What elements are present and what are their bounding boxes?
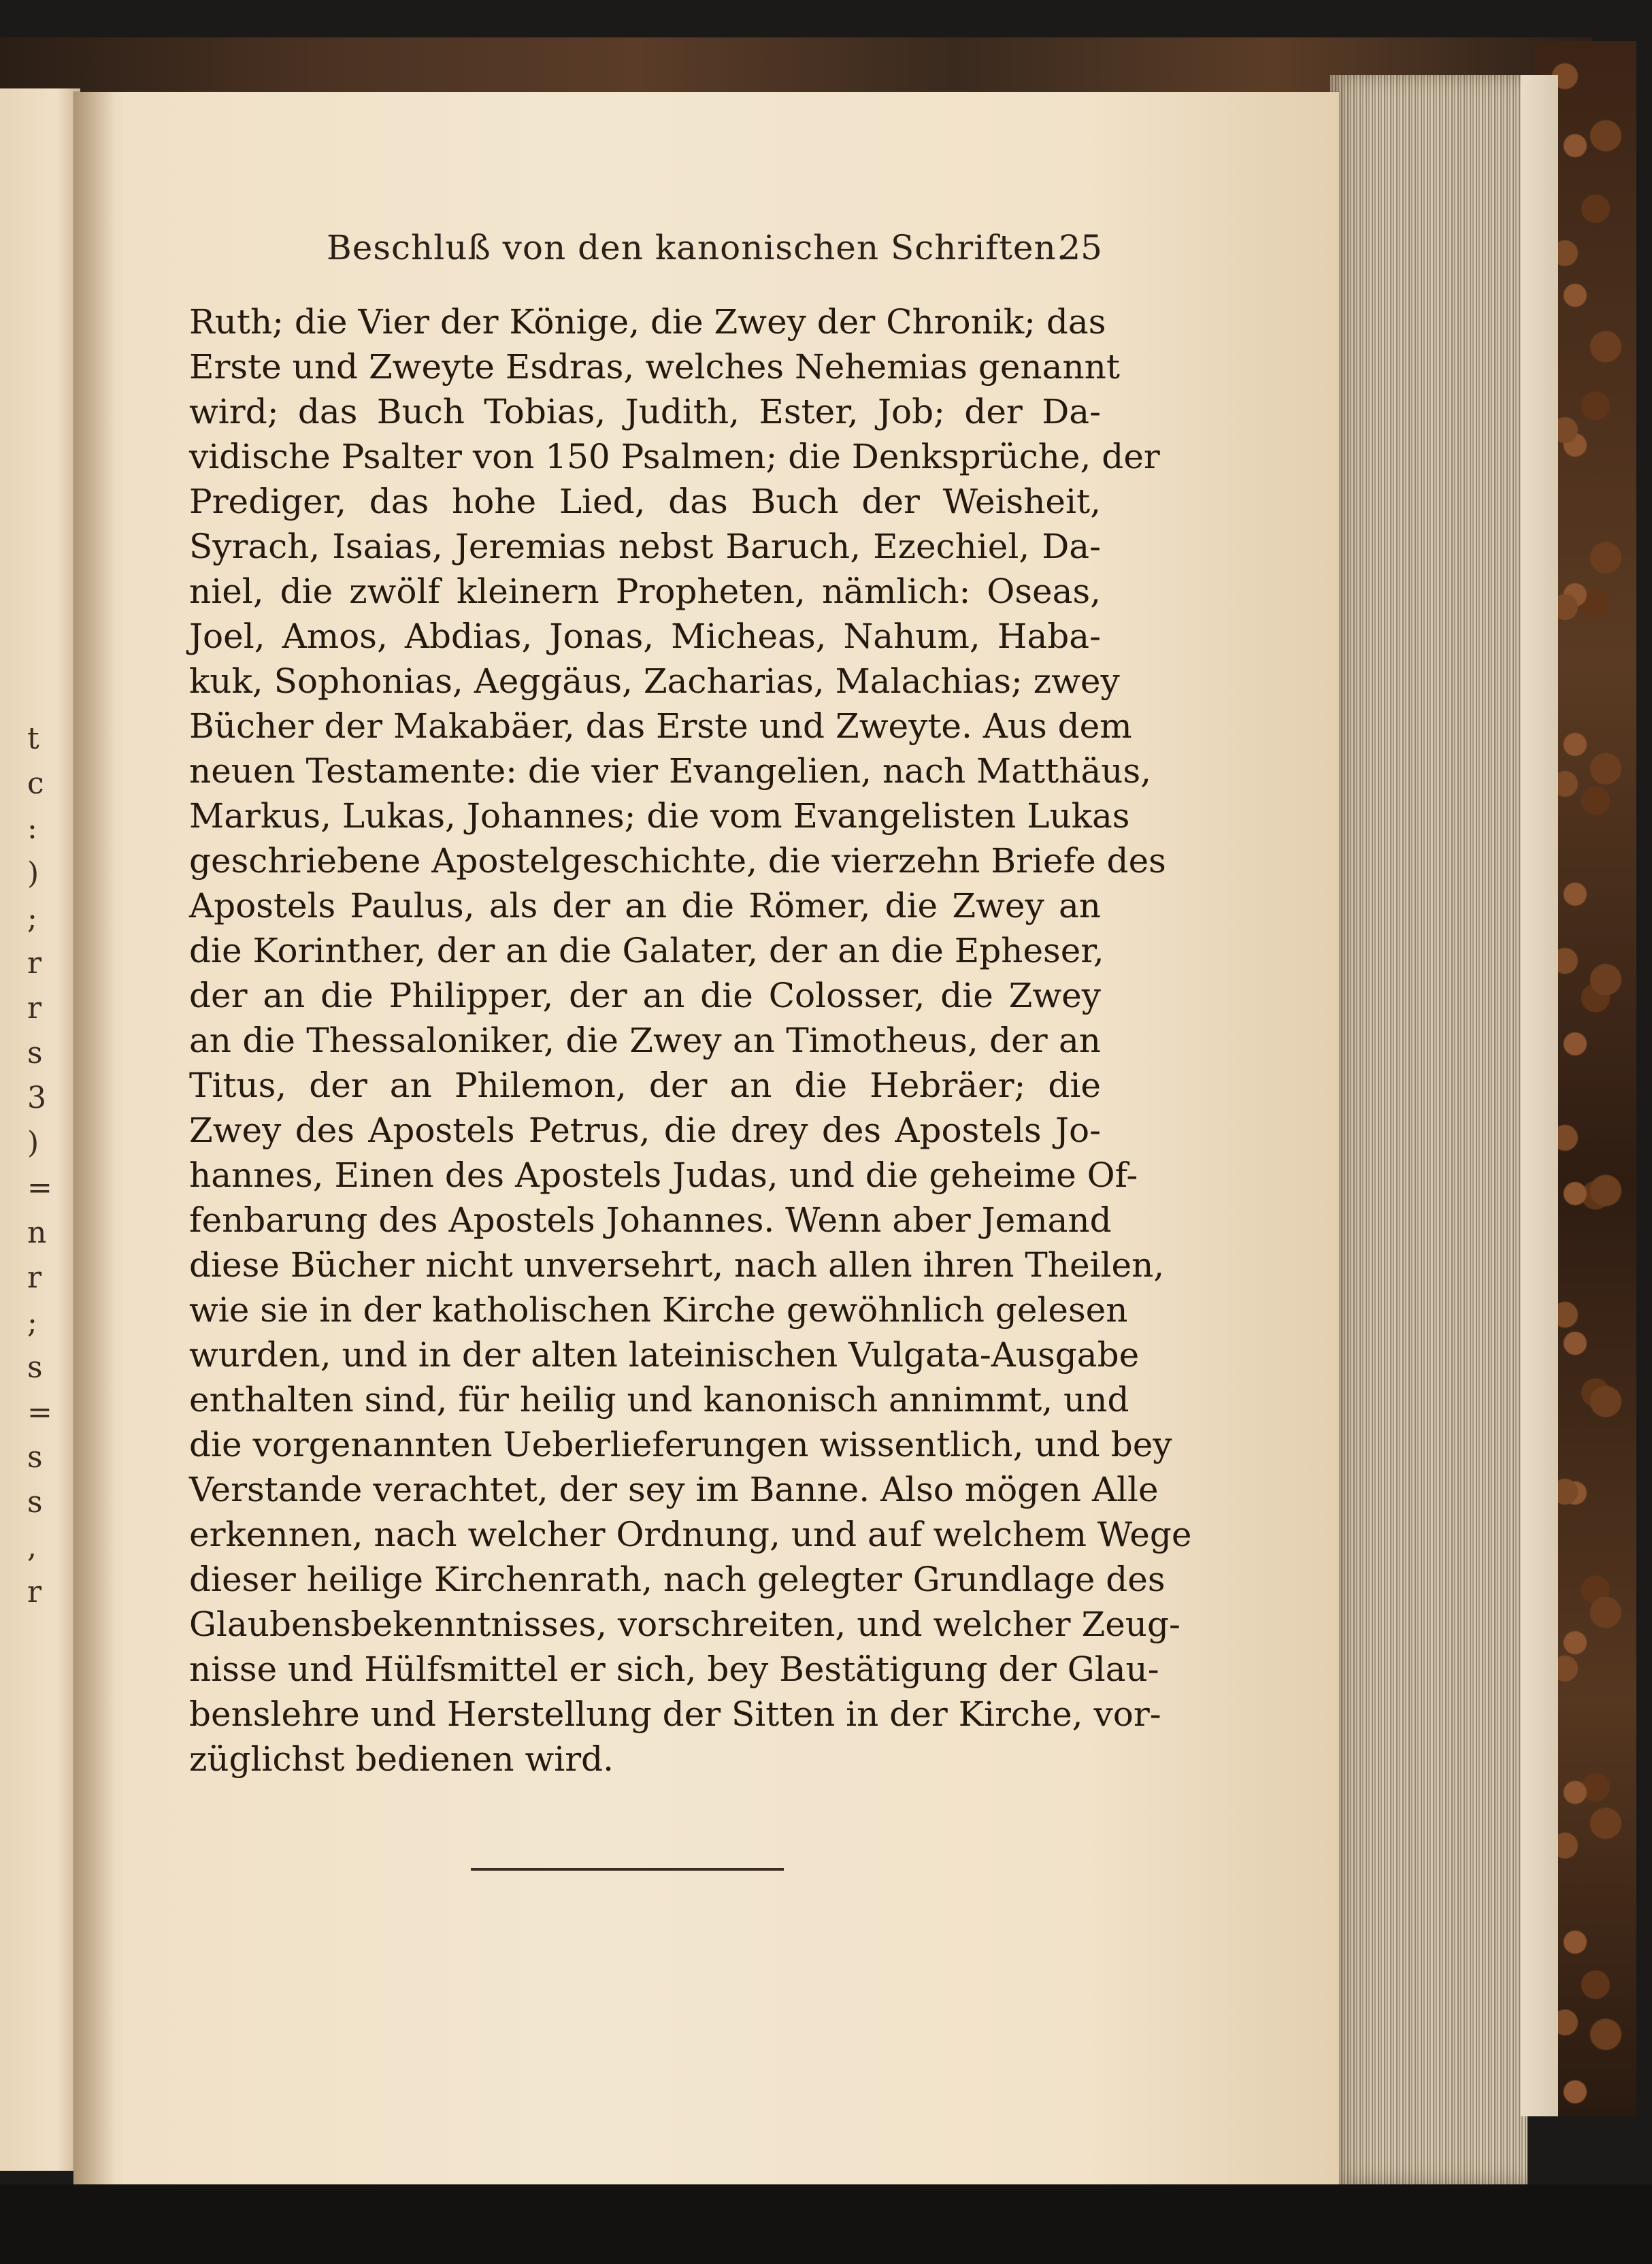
text-line: Apostels Paulus, als der an die Römer, die Zwey an [189,886,1101,925]
text-line: erkennen, nach welcher Ordnung, und auf welchem Wege [189,1515,1192,1554]
facing-page-glyph: : [27,811,37,846]
text-line: züglichst bedienen wird. [189,1739,614,1779]
facing-page-glyph: ) [27,856,39,891]
facing-page-glyph: t [27,721,39,756]
facing-page-glyph: n [27,1215,47,1250]
facing-page-glyph: r [27,1260,42,1295]
text-line: wird; das Buch Tobias, Judith, Ester, Job; der Da- [189,392,1101,431]
text-line: Verstande verachtet, der sey im Banne. Also mögen Alle [189,1470,1159,1509]
text-line: Erste und Zweyte Esdras, welches Nehemias genannt [189,347,1120,387]
text-line: niel, die zwölf kleinern Propheten, nämlich: Oseas, [189,572,1101,611]
page-number: 25 [1059,228,1102,267]
text-line: Titus, der an Philemon, der an die Hebräer; die [189,1066,1101,1105]
text-line: Ruth; die Vier der Könige, die Zwey der Chronik; das [189,302,1106,342]
facing-page-glyph: r [27,1575,42,1609]
facing-page-edge [0,88,80,2171]
running-title: Beschluß von den kanonischen Schriften. [327,228,1068,267]
text-line: geschriebene Apostelgeschichte, die vierzehn Briefe des [189,841,1166,881]
text-line: fenbarung des Apostels Johannes. Wenn aber Jemand [189,1200,1112,1240]
facing-page-glyph: r [27,946,42,981]
section-end-rule [471,1868,784,1871]
text-line: Syrach, Isaias, Jeremias nebst Baruch, Ezechiel, Da- [189,527,1101,566]
facing-page-glyph: ; [27,1305,37,1340]
facing-page-glyph: ) [27,1126,39,1160]
text-line: neuen Testamente: die vier Evangelien, nach Matthäus, [189,751,1152,791]
text-line: die vorgenannten Ueberlieferungen wissentlich, und bey [189,1425,1172,1464]
text-line: enthalten sind, für heilig und kanonisch annimmt, und [189,1380,1129,1420]
text-line: dieser heilige Kirchenrath, nach gelegter Grundlage des [189,1560,1166,1599]
text-line: an die Thessaloniker, die Zwey an Timotheus, der an [189,1021,1101,1060]
facing-page-glyph: c [27,766,44,801]
text-line: Glaubensbekenntnisses, vorschreiten, und welcher Zeug- [189,1605,1180,1644]
facing-page-glyph: s [27,1440,43,1475]
text-line: die Korinther, der an die Galater, der an die Epheser, [189,931,1104,970]
text-line: wie sie in der katholischen Kirche gewöhnlich gelesen [189,1290,1128,1330]
text-line: benslehre und Herstellung der Sitten in der Kirche, vor- [189,1694,1161,1734]
facing-page-glyph: = [27,1395,52,1430]
facing-page-glyph: = [27,1170,52,1205]
text-line: kuk, Sophonias, Aeggäus, Zacharias, Malachias; zwey [189,661,1120,701]
text-line: Bücher der Makabäer, das Erste und Zweyte. Aus dem [189,706,1132,746]
facing-page-glyph: s [27,1350,43,1385]
page-header [327,228,1102,282]
text-line: der an die Philipper, der an die Colosser, die Zwey [189,976,1101,1015]
text-line: Prediger, das hohe Lied, das Buch der Weisheit, [189,482,1101,521]
text-line: vidische Psalter von 150 Psalmen; die Denksprüche, der [189,437,1160,476]
facing-page-glyph: r [27,991,42,1026]
facing-page-glyph: , [27,1530,37,1564]
text-line: diese Bücher nicht unversehrt, nach allen ihren Theilen, [189,1245,1165,1285]
facing-page-glyph: ; [27,901,37,936]
text-line: Markus, Lukas, Johannes; die vom Evangelisten Lukas [189,796,1130,836]
facing-page-glyph: 3 [27,1081,46,1115]
text-line: nisse und Hülfsmittel er sich, bey Bestätigung der Glau- [189,1650,1159,1689]
facing-page-glyph: s [27,1485,43,1520]
page-edges [1330,75,1527,2184]
background-dark [0,2184,1652,2264]
text-line: Joel, Amos, Abdias, Jonas, Micheas, Nahum, Haba- [189,617,1101,656]
text-line: hannes, Einen des Apostels Judas, und die geheime Of- [189,1155,1138,1195]
page-edges-outer [1521,75,1558,2116]
text-line: wurden, und in der alten lateinischen Vulgata-Ausgabe [189,1335,1140,1375]
facing-page-glyph: s [27,1036,43,1070]
gutter-shadow [73,92,114,2191]
text-line: Zwey des Apostels Petrus, die drey des Apostels Jo- [189,1111,1101,1150]
